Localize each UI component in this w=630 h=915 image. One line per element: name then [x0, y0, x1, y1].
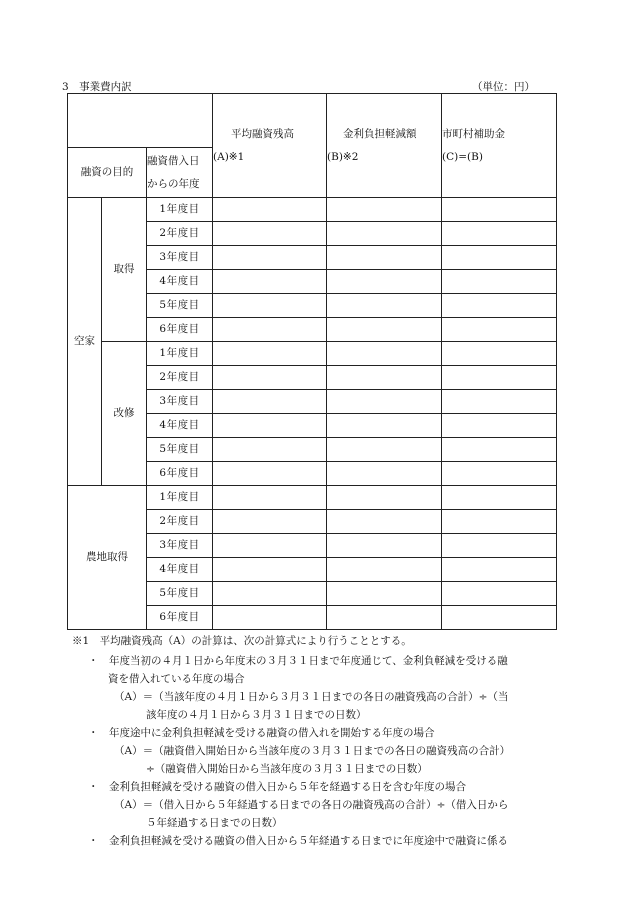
year-label: 3年度目: [147, 534, 213, 558]
input-cell[interactable]: [213, 270, 327, 294]
note-title: ※1 平均融資残高（A）の計算は、次の計算式により行うこととする。: [72, 635, 412, 647]
year-label: 4年度目: [147, 558, 213, 582]
purpose-label: 融資の目的: [68, 148, 147, 198]
input-cell[interactable]: [442, 342, 557, 366]
year-label: 2年度目: [147, 510, 213, 534]
input-cell[interactable]: [213, 366, 327, 390]
year-label: 4年度目: [147, 414, 213, 438]
input-cell[interactable]: [327, 294, 442, 318]
input-cell[interactable]: [442, 438, 557, 462]
input-cell[interactable]: [327, 534, 442, 558]
input-cell[interactable]: [213, 558, 327, 582]
years-label-line1: 融資借入日: [147, 154, 200, 167]
input-cell[interactable]: [327, 558, 442, 582]
header-average-balance: [213, 94, 327, 198]
header-blank-cell: [68, 94, 213, 148]
group-akiya: 空家: [68, 198, 102, 486]
year-label: 2年度目: [147, 222, 213, 246]
header-interest-reduction: [327, 94, 442, 198]
group-nochi-shutoku: 農地取得: [68, 486, 147, 630]
header-average-balance-line1: 平均融資残高: [231, 127, 295, 140]
input-cell[interactable]: [213, 414, 327, 438]
expense-breakdown-table: [67, 93, 557, 630]
note-bullet-3-formula2: ５年経過する日までの日数）: [146, 817, 283, 829]
input-cell[interactable]: [327, 486, 442, 510]
input-cell[interactable]: [327, 462, 442, 486]
input-cell[interactable]: [213, 342, 327, 366]
input-cell[interactable]: [327, 438, 442, 462]
input-cell[interactable]: [442, 462, 557, 486]
header-interest-reduction-line2: (B)※2: [327, 150, 359, 163]
header-municipal-subsidy-line2: (C)=(B): [442, 150, 483, 163]
input-cell[interactable]: [327, 582, 442, 606]
year-label: 1年度目: [147, 342, 213, 366]
input-cell[interactable]: [442, 198, 557, 222]
input-cell[interactable]: [442, 414, 557, 438]
note-bullet-2-formula1: （A）＝（融資借入開始日から当該年度の３月３１日までの各日の融資残高の合計）: [114, 745, 511, 757]
year-label: 1年度目: [147, 198, 213, 222]
note-bullet-1-formula1: （A）＝（当該年度の４月１日から３月３１日までの各日の融資残高の合計）÷（当: [114, 691, 509, 703]
input-cell[interactable]: [327, 270, 442, 294]
years-label-line2: からの年度: [147, 177, 200, 190]
input-cell[interactable]: [213, 510, 327, 534]
note-bullet-2-line1: ・ 年度途中に金利負担軽減を受ける融資の借入れを開始する年度の場合: [88, 727, 435, 739]
input-cell[interactable]: [327, 246, 442, 270]
year-label: 3年度目: [147, 390, 213, 414]
unit-label: （単位：円）: [472, 81, 535, 93]
input-cell[interactable]: [442, 246, 557, 270]
input-cell[interactable]: [327, 606, 442, 630]
year-label: 3年度目: [147, 246, 213, 270]
year-label: 6年度目: [147, 318, 213, 342]
input-cell[interactable]: [442, 390, 557, 414]
input-cell[interactable]: [327, 198, 442, 222]
note-bullet-1-line2: 資を借入れている年度の場合: [108, 673, 245, 685]
input-cell[interactable]: [327, 318, 442, 342]
input-cell[interactable]: [327, 510, 442, 534]
input-cell[interactable]: [213, 198, 327, 222]
note-bullet-1-formula2: 該年度の４月１日から３月３１日までの日数）: [146, 709, 367, 721]
year-label: 1年度目: [147, 486, 213, 510]
year-label: 5年度目: [147, 294, 213, 318]
header-municipal-subsidy-line1: 市町村補助金: [442, 127, 506, 140]
note-bullet-1-line1: ・ 年度当初の４月１日から年度末の３月３１日まで年度通じて、金利負軽減を受ける融: [88, 655, 508, 667]
input-cell[interactable]: [213, 318, 327, 342]
year-label: 6年度目: [147, 606, 213, 630]
input-cell[interactable]: [213, 462, 327, 486]
year-label: 5年度目: [147, 438, 213, 462]
input-cell[interactable]: [327, 222, 442, 246]
year-label: 4年度目: [147, 270, 213, 294]
input-cell[interactable]: [327, 414, 442, 438]
input-cell[interactable]: [327, 366, 442, 390]
input-cell[interactable]: [327, 342, 442, 366]
input-cell[interactable]: [213, 486, 327, 510]
section-heading: 3 事業費内訳: [62, 81, 132, 93]
input-cell[interactable]: [213, 582, 327, 606]
year-label: 5年度目: [147, 582, 213, 606]
header-municipal-subsidy: [442, 94, 557, 198]
input-cell[interactable]: [213, 294, 327, 318]
year-label: 2年度目: [147, 366, 213, 390]
input-cell[interactable]: [442, 366, 557, 390]
input-cell[interactable]: [442, 606, 557, 630]
subgroup-kaishu: 改修: [102, 342, 147, 486]
note-bullet-3-formula1: （A）＝（借入日から５年経過する日までの各日の融資残高の合計）÷（借入日から: [114, 799, 509, 811]
note-bullet-2-formula2: ÷（融資借入開始日から当該年度の３月３１日までの日数）: [146, 763, 428, 775]
header-interest-reduction-line1: 金利負担軽減額: [343, 127, 417, 140]
note-bullet-3-line1: ・ 金利負担軽減を受ける融資の借入日から５年を経過する日を含む年度の場合: [88, 781, 466, 793]
header-average-balance-line2: (A)※1: [213, 150, 245, 163]
input-cell[interactable]: [442, 294, 557, 318]
input-cell[interactable]: [442, 582, 557, 606]
input-cell[interactable]: [213, 222, 327, 246]
input-cell[interactable]: [213, 390, 327, 414]
input-cell[interactable]: [213, 246, 327, 270]
input-cell[interactable]: [442, 510, 557, 534]
input-cell[interactable]: [442, 486, 557, 510]
input-cell[interactable]: [442, 222, 557, 246]
subgroup-shutoku: 取得: [102, 198, 147, 342]
input-cell[interactable]: [442, 558, 557, 582]
note-bullet-4-line1: ・ 金利負担軽減を受ける融資の借入日から５年経過する日までに年度途中で融資に係る: [88, 835, 508, 847]
input-cell[interactable]: [213, 534, 327, 558]
input-cell[interactable]: [442, 318, 557, 342]
input-cell[interactable]: [442, 270, 557, 294]
years-since-loan-label: [147, 148, 213, 198]
input-cell[interactable]: [327, 390, 442, 414]
year-label: 6年度目: [147, 462, 213, 486]
input-cell[interactable]: [442, 534, 557, 558]
input-cell[interactable]: [213, 606, 327, 630]
input-cell[interactable]: [213, 438, 327, 462]
